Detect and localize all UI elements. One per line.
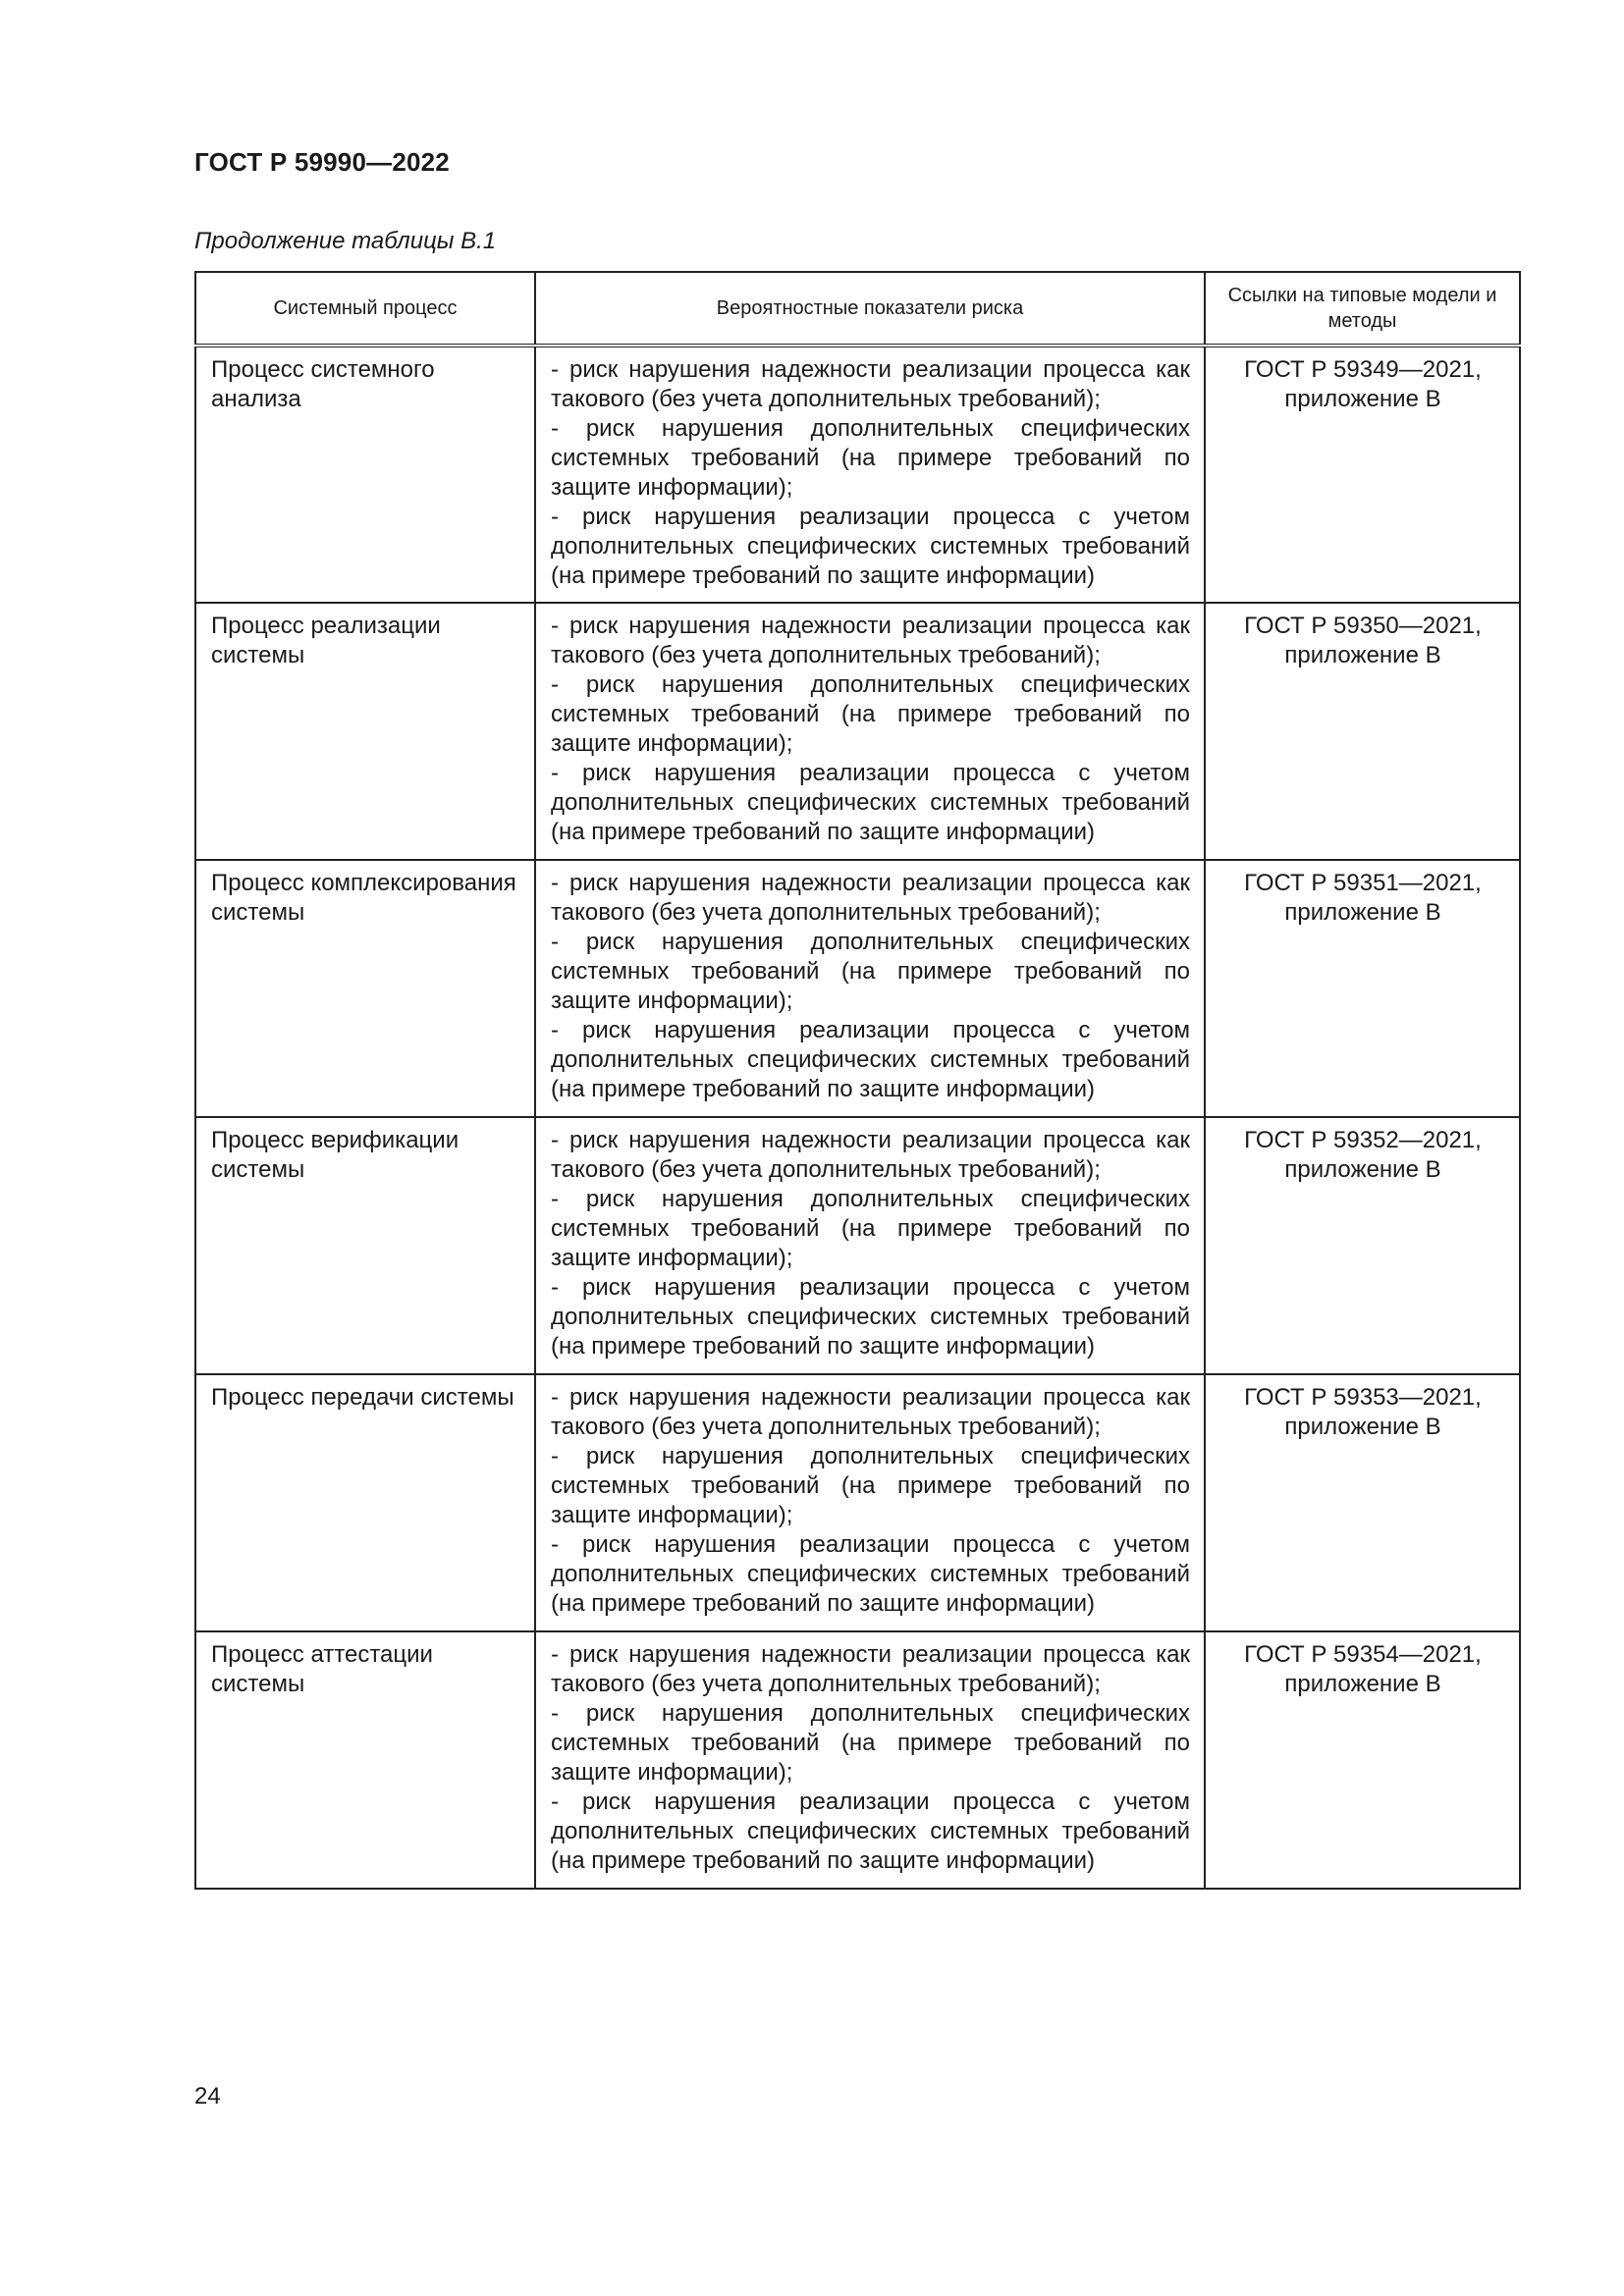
risk-item: - риск нарушения дополнительных специфических системных требований (на примере требований по защите информации);: [551, 1186, 1190, 1271]
table-row: [195, 603, 1520, 860]
risk-item: - риск нарушения реализации процесса с учетом дополнительных специфических системных требований (на примере требований по защите информации): [551, 1017, 1190, 1102]
risk-item: - риск нарушения реализации процесса с учетом дополнительных специфических системных требований (на примере требований по защите информации): [551, 504, 1190, 589]
column-header-process: Системный процесс: [195, 272, 535, 346]
risk-item: - риск нарушения надежности реализации процесса как такового (без учета дополнительных требований);: [551, 1641, 1190, 1697]
reference-cell: ГОСТ Р 59351—2021, приложение В: [1205, 860, 1520, 1117]
risk-item: - риск нарушения дополнительных специфических системных требований (на примере требований по защите информации);: [551, 1700, 1190, 1786]
risk-item: - риск нарушения реализации процесса с учетом дополнительных специфических системных требований (на примере требований по защите информации): [551, 1274, 1190, 1360]
column-header-references: Ссылки на типовые модели и методы: [1205, 272, 1520, 346]
risk-indicators-cell: [535, 603, 1205, 860]
risk-indicators-cell: [535, 1374, 1205, 1631]
reference-cell: ГОСТ Р 59353—2021, приложение В: [1205, 1374, 1520, 1631]
risk-item: - риск нарушения дополнительных специфических системных требований (на примере требований по защите информации);: [551, 671, 1190, 757]
table-row: [195, 860, 1520, 1117]
risk-table: [194, 271, 1521, 1890]
risk-item: - риск нарушения надежности реализации процесса как такового (без учета дополнительных требований);: [551, 1384, 1190, 1440]
reference-cell: ГОСТ Р 59352—2021, приложение В: [1205, 1117, 1520, 1374]
reference-cell: ГОСТ Р 59354—2021, приложение В: [1205, 1631, 1520, 1889]
risk-item: - риск нарушения дополнительных специфических системных требований (на примере требований по защите информации);: [551, 1443, 1190, 1528]
risk-item: - риск нарушения надежности реализации процесса как такового (без учета дополнительных требований);: [551, 870, 1190, 926]
reference-cell: ГОСТ Р 59349—2021, приложение В: [1205, 346, 1520, 603]
risk-indicators-cell: [535, 1631, 1205, 1889]
risk-item: - риск нарушения дополнительных специфических системных требований (на примере требований по защите информации);: [551, 929, 1190, 1014]
process-cell: Процесс комплексирования системы: [195, 860, 535, 1117]
page-number: 24: [194, 2083, 221, 2109]
table-header-row: [195, 272, 1520, 346]
table-row: [195, 1631, 1520, 1889]
table-row: [195, 1117, 1520, 1374]
reference-cell: ГОСТ Р 59350—2021, приложение В: [1205, 603, 1520, 860]
table-body: [195, 346, 1520, 1889]
process-cell: Процесс аттестации системы: [195, 1631, 535, 1889]
risk-item: - риск нарушения реализации процесса с учетом дополнительных специфических системных требований (на примере требований по защите информации): [551, 760, 1190, 845]
risk-item: - риск нарушения надежности реализации процесса как такового (без учета дополнительных требований);: [551, 356, 1190, 412]
risk-item: - риск нарушения реализации процесса с учетом дополнительных специфических системных требований (на примере требований по защите информации): [551, 1789, 1190, 1874]
document-header: ГОСТ Р 59990—2022: [194, 147, 450, 177]
process-cell: Процесс системного анализа: [195, 346, 535, 603]
risk-item: - риск нарушения надежности реализации процесса как такового (без учета дополнительных требований);: [551, 1127, 1190, 1183]
table-caption: Продолжение таблицы В.1: [194, 228, 497, 254]
risk-item: - риск нарушения реализации процесса с учетом дополнительных специфических системных требований (на примере требований по защите информации): [551, 1531, 1190, 1617]
process-cell: Процесс верификации системы: [195, 1117, 535, 1374]
risk-indicators-cell: [535, 346, 1205, 603]
column-header-risks: Вероятностные показатели риска: [535, 272, 1205, 346]
risk-item: - риск нарушения надежности реализации процесса как такового (без учета дополнительных требований);: [551, 613, 1190, 668]
risk-item: - риск нарушения дополнительных специфических системных требований (на примере требований по защите информации);: [551, 415, 1190, 501]
process-cell: Процесс передачи системы: [195, 1374, 535, 1631]
risk-indicators-cell: [535, 860, 1205, 1117]
table-row: [195, 1374, 1520, 1631]
risk-indicators-cell: [535, 1117, 1205, 1374]
table-row: [195, 346, 1520, 603]
process-cell: Процесс реализации системы: [195, 603, 535, 860]
